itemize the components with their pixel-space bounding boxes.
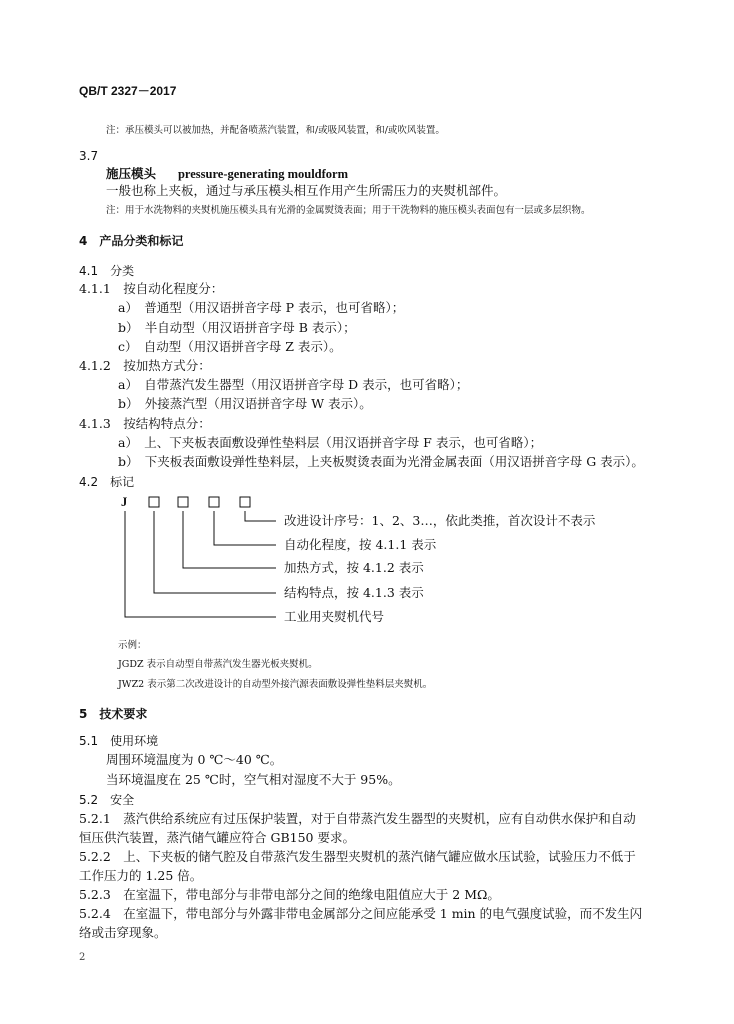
list-item: b） 半自动型（用汉语拼音字母 B 表示）； — [118, 320, 356, 335]
clause-5-1: 5.1 使用环境 — [79, 734, 159, 748]
leader-line-structure — [154, 511, 276, 593]
code-box-automation — [209, 497, 219, 507]
list-item: a） 普通型（用汉语拼音字母 P 表示，也可省略）； — [118, 300, 405, 315]
clause-4-2: 4.2 标记 — [79, 475, 135, 489]
note-3-7: 注：用于水洗物料的夹熨机施压模头具有光滑的金属熨烫表面；用于干洗物料的施压模头表面包有一层或多层织物。 — [106, 205, 591, 216]
marking-label-code: 工业用夹熨机代号 — [284, 609, 385, 624]
clause-5-2: 5.2 安全 — [79, 793, 135, 807]
clause-5-2-2-cont: 工作压力的 1.25 倍。 — [79, 868, 203, 883]
list-item: c） 自动型（用汉语拼音字母 Z 表示）。 — [118, 339, 342, 354]
leader-line-revision — [245, 511, 276, 521]
clause-3-7-number: 3.7 — [79, 149, 99, 163]
list-item: b） 下夹板表面敷设弹性垫料层，上夹板熨烫表面为光滑金属表面（用汉语拼音字母 G 表示）。 — [118, 454, 644, 469]
paragraph-line: 当环境温度在 25 ℃时，空气相对湿度不大于 95%。 — [106, 772, 401, 787]
term-english: pressure-generating mouldform — [177, 167, 348, 181]
marking-letter: J — [121, 495, 128, 509]
clause-4-1-1: 4.1.1 按自动化程度分： — [79, 281, 224, 296]
clause-5-2-4-cont: 络或击穿现象。 — [79, 925, 167, 940]
code-box-heating — [178, 497, 188, 507]
code-box-revision — [240, 497, 250, 507]
clause-5-2-1: 5.2.1 蒸汽供给系统应有过压保护装置，对于自带蒸汽发生器型的夹熨机，应有自动供水保护和自动 — [79, 811, 636, 826]
example-line: JGDZ 表示自动型自带蒸汽发生器光板夹熨机。 — [118, 659, 318, 670]
clause-5-2-3: 5.2.3 在室温下，带电部分与非带电部分之间的绝缘电阻值应大于 2 MΩ。 — [79, 887, 500, 902]
list-item: b） 外接蒸汽型（用汉语拼音字母 W 表示）。 — [118, 396, 372, 411]
clause-4-1: 4.1 分类 — [79, 264, 135, 278]
clause-5-2-2: 5.2.2 上、下夹板的储气腔及自带蒸汽发生器型夹熨机的蒸汽储气罐应做水压试验，试验压力不低于 — [79, 849, 636, 864]
standard-code: QB/T 2327－2017 — [79, 84, 177, 98]
marking-label-heating: 加热方式，按 4.1.2 表示 — [284, 560, 424, 575]
marking-label-structure: 结构特点，按 4.1.3 表示 — [284, 585, 424, 600]
example-line: JWZ2 表示第二次改进设计的自动型外接汽源表面敷设弹性垫料层夹熨机。 — [118, 679, 433, 690]
list-item: a） 自带蒸汽发生器型（用汉语拼音字母 D 表示，也可省略）； — [118, 377, 469, 392]
clause-4-1-2: 4.1.2 按加热方式分： — [79, 358, 211, 373]
page-number: 2 — [79, 952, 86, 963]
marking-label-revision: 改进设计序号：1、2、3…，依此类推，首次设计不表示 — [284, 513, 596, 528]
clause-4-1-3: 4.1.3 按结构特点分： — [79, 416, 211, 431]
clause-5-2-1-cont: 恒压供汽装置，蒸汽储气罐应符合 GB150 要求。 — [79, 830, 355, 845]
leader-line-heating — [183, 511, 276, 568]
example-title: 示例： — [118, 640, 147, 651]
clause-5-2-4: 5.2.4 在室温下，带电部分与外露非带电金属部分之间应能承受 1 min 的电气强度试验，而不发生闪 — [79, 906, 643, 921]
section-4-title: 4 产品分类和标记 — [79, 234, 184, 248]
list-item: a） 上、下夹板表面敷设弹性垫料层（用汉语拼音字母 F 表示，也可省略）； — [118, 435, 543, 450]
term-3-7-definition: 一般也称上夹板，通过与承压模头相互作用产生所需压力的夹熨机部件。 — [106, 183, 507, 198]
term-chinese: 施压模头 — [106, 166, 157, 181]
section-5-title: 5 技术要求 — [79, 707, 148, 721]
code-box-structure — [149, 497, 159, 507]
leader-line-code — [125, 511, 276, 617]
paragraph-line: 周围环境温度为 0 ℃～40 ℃。 — [106, 752, 283, 767]
marking-label-automation: 自动化程度，按 4.1.1 表示 — [284, 537, 437, 552]
note-mouldform-heating: 注：承压模头可以被加热，并配备喷蒸汽装置，和/或吸风装置，和/或吹风装置。 — [106, 125, 445, 136]
